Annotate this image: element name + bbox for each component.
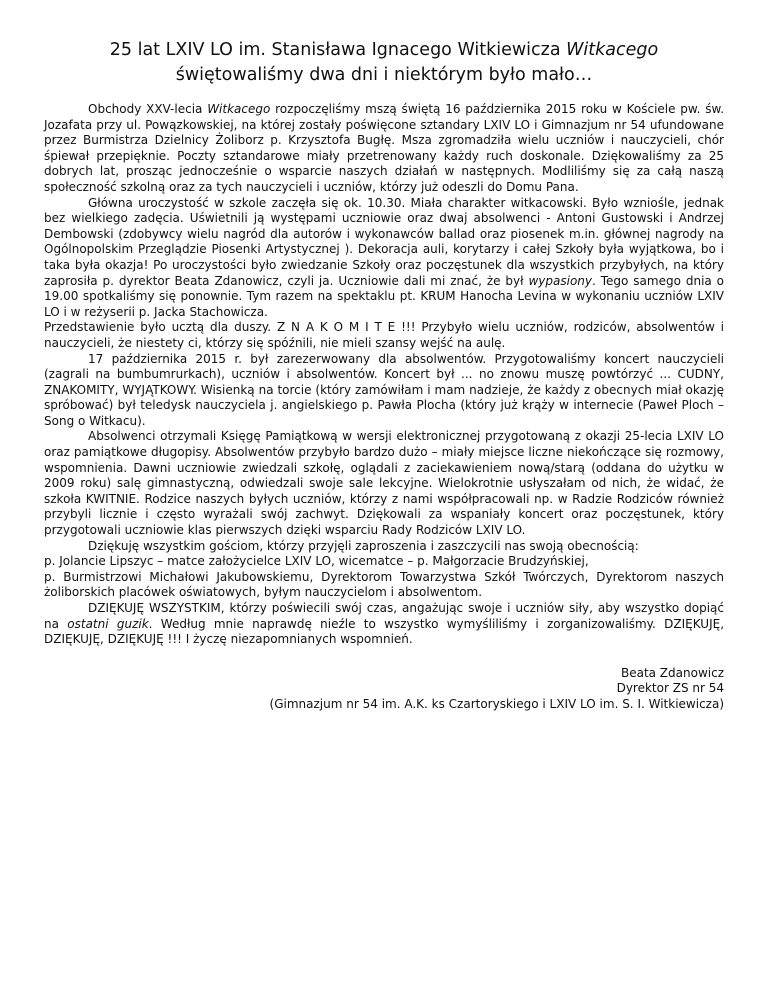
title-line-2: świętowaliśmy dwa dni i niektórym było mało… (175, 65, 593, 85)
title-emphasis: Witkacego (566, 40, 659, 60)
paragraph-text: rozpoczęliśmy mszą świętą 16 października 2015 roku w Kościele pw. św. Jozafata przy ul. Powązkowskiej, na której zostały poświęcone sztandary LXIV LO i Gimnazjum nr 54 ufundowane przez Burmistrza Dzielnicy Żoliborz p. Krzysztofa Bugłę. Msza zgromadziła wielu uczniów i nauczycieli, chór śpiewał przepięknie. Poczty sztandarowe miały przetrenowany każdy ruch doskonale. Dziękowaliśmy za 25 dobrych lat, prosząc jednocześnie o wsparcie naszych działań w następnych. Modliliśmy się za całą naszą społeczność szkolną oraz za tych nauczycieli i uczniów, którzy już odeszli do Domu Pana. (44, 102, 725, 194)
paragraph-2 (44, 196, 724, 321)
paragraph-emphasis: ostatni guzik (67, 616, 149, 631)
paragraph-3: Przedstawienie było ucztą dla duszy. Z N A K O M I T E !!! Przybyło wielu uczniów, rodziców, absolwentów i nauczycieli, że niestety ci, którzy się spóźnili, nie mieli szansy wejść na aulę. (44, 320, 724, 350)
paragraph-emphasis: Witkacego (207, 102, 271, 116)
document-title (44, 38, 724, 88)
title-text: 25 lat LXIV LO im. Stanisława Ignacego Witkiewicza (109, 40, 567, 60)
paragraph-6: Dziękuję wszystkim gościom, którzy przyjęli zaproszenia i zaszczycili nas swoją obecnością: (88, 538, 639, 553)
paragraph-1 (44, 102, 724, 196)
paragraph-5: Absolwenci otrzymali Księgę Pamiątkową w wersji elektronicznej przygotowaną z okazji 25-lecia LXIV LO oraz pamiątkowe długopisy. Absolwentów przybyło bardzo dużo – miały miejsce liczne niekończące się rozmowy, wspomnienia. Dawni uczniowie zwiedzali szkołę, oglądali z zaciekawieniem nową/starą (oddana do użytku w 2009 roku) salę gimnastyczną, odwiedzali swoje sale lekcyjne. Wielokrotnie usłyszałam od nich, że widać, że szkoła KWITNIE. Rodzice naszych byłych uczniów, którzy z nami współpracowali np. w Radzie Rodziców również przybyli licznie i często wyrażali swój zachwyt. Dziękowali za wspaniały koncert oraz poczęstunek, który przygotowali uczniowie klas pierwszych dzięki wsparciu Rady Rodziców LXIV LO. (44, 429, 724, 538)
title-line-1 (44, 38, 724, 63)
paragraph-4: 17 października 2015 r. był zarezerwowany dla absolwentów. Przygotowaliśmy koncert nauczycieli (zagrali na bumbumrurkach), uczniów i absolwentów. Koncert był ... no znowu muszę powtórzyć ... CUDNY, ZNAKOMITY, WYJĄTKOWY. Wisienką na torcie (który zamówiłam i mam nadzieje, że każdy z obecnych miał okazję spróbować) był teledysk nauczyciela j. angielskiego p. Pawła Plocha (który już krąży w internecie (Paweł Ploch – Song o Witkacu). (44, 351, 724, 428)
paragraph-text: Obchody XXV-lecia (88, 102, 208, 116)
signature-name: Beata Zdanowicz (620, 665, 724, 680)
paragraph-text: Główna uroczystość w szkole zaczęła się ok. 10.30. Miała charakter witkacowski. Było wzniośle, jednak bez wielkiego zadęcia. Uświetnili ją występami uczniowie oraz dwaj absolwenci - Antoni Gustowski i Andrzej Dembowski (zdobywcy wielu nagród dla autorów i wykonawców ballad oraz piosenek m.in. głównej nagrody na Ogólnopolskim Przeglądzie Piosenki Artystycznej ). Dekoracja auli, korytarzy i całej Szkoły była wyjątkowa, bo i taka była okazja! Po uroczystości było zwiedzanie Szkoły oraz poczęstunek dla wszystkich przybyłych, na który zaprosiła p. dyrektor Beata Zdanowicz, czyli ja. Uczniowie dali mi znać, że był (44, 195, 724, 288)
signature-role: Dyrektor ZS nr 54 (616, 681, 724, 696)
paragraph-text: . Według mnie naprawdę nieźle to wszystko wymyśliliśmy i zorganizowaliśmy. DZIĘKUJĘ, DZIĘKUJĘ, DZIĘKUJĘ !!! I życzę niezapomnianych wspomnień. (44, 616, 725, 647)
signature-block (44, 666, 724, 713)
document-body (44, 102, 724, 648)
document-page (44, 38, 724, 713)
paragraph-7: p. Jolancie Lipszyc – matce założycielce LXIV LO, wicematce – p. Małgorzacie Brudzyńskiej, (44, 554, 589, 569)
paragraph-emphasis: wypasiony (528, 273, 593, 288)
signature-schools: (Gimnazjum nr 54 im. A.K. ks Czartoryskiego i LXIV LO im. S. I. Witkiewicza) (269, 696, 724, 711)
paragraph-text: . Tego samego dnia o 19.00 spotkaliśmy się ponownie. Tym razem na spektaklu pt. KRUM Hanocha Levina w wykonaniu uczniów LXIV LO i w reżyserii p. Jacka Stachowicza. (44, 273, 725, 319)
paragraph-8: p. Burmistrzowi Michałowi Jakubowskiemu, Dyrektorom Towarzystwa Szkół Twórczych, Dyrektorom naszych żoliborskich placówek oświatowych, byłym nauczycielom i absolwentom. (44, 569, 724, 600)
paragraph-text: DZIĘKUJĘ WSZYSTKIM, którzy poświecili swój czas, angażując swoje i uczniów siły, aby wszystko dopiąć na (44, 601, 724, 631)
paragraph-9 (44, 601, 724, 648)
